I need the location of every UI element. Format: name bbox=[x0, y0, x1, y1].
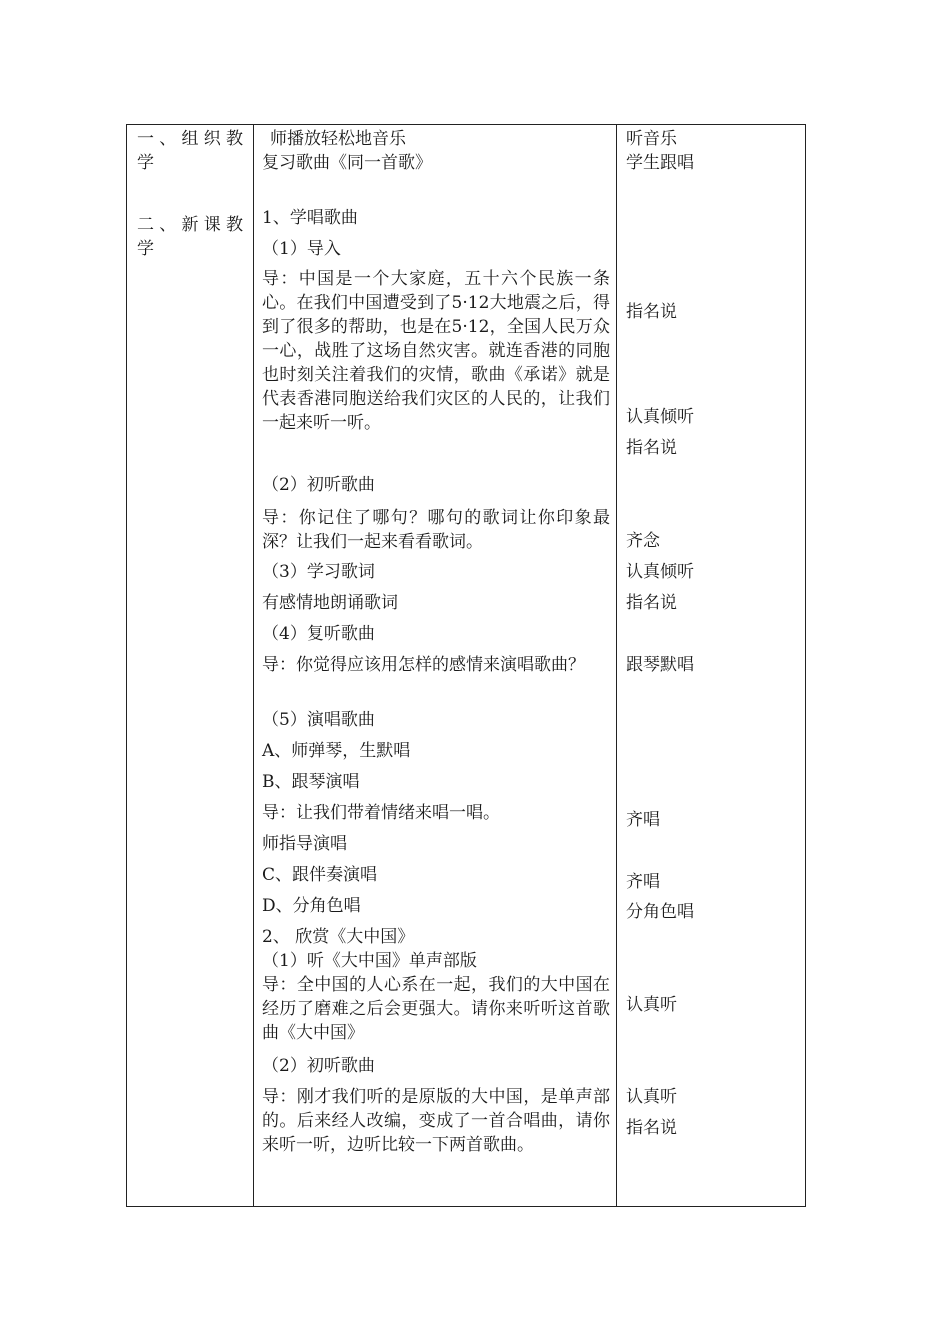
activity-item: 跟琴默唱 bbox=[626, 655, 694, 675]
stage-2-label: 二、新课教 bbox=[137, 215, 243, 235]
activity-item: 认真听 bbox=[626, 1087, 677, 1107]
content-paragraph: 导：你记住了哪句？哪句的歌词让你印象最深？让我们一起来看看歌词。 bbox=[262, 508, 610, 552]
content-line: 导：让我们带着情绪来唱一唱。 bbox=[262, 803, 500, 823]
content-subheading: （1）导入 bbox=[262, 239, 341, 259]
column-divider-1 bbox=[253, 125, 254, 1206]
activity-item: 指名说 bbox=[626, 1118, 677, 1138]
content-line: A、师弹琴，生默唱 bbox=[262, 741, 411, 761]
content-line: C、跟伴奏演唱 bbox=[262, 865, 378, 885]
content-subheading: （3）学习歌词 bbox=[262, 562, 375, 582]
content-subheading: （2）初听歌曲 bbox=[262, 1056, 375, 1076]
activity-item: 指名说 bbox=[626, 302, 677, 322]
content-line: B、跟琴演唱 bbox=[262, 772, 360, 792]
activity-item: 指名说 bbox=[626, 438, 677, 458]
content-heading: 2、 欣赏《大中国》 bbox=[262, 927, 415, 947]
content-paragraph: 导：刚才我们听的是原版的大中国，是单声部的。后来经人改编，变成了一首合唱曲，请你来听一听，边听比较一下两首歌曲。 bbox=[262, 1087, 610, 1155]
activity-item: 听音乐 bbox=[626, 129, 677, 149]
stage-1-label: 一、组织教 bbox=[137, 129, 243, 149]
stage-1-label-cont: 学 bbox=[137, 153, 154, 173]
column-divider-2 bbox=[616, 125, 617, 1206]
content-heading: 1、学唱歌曲 bbox=[262, 208, 358, 228]
content-paragraph: 导：你觉得应该用怎样的感情来演唱歌曲？ bbox=[262, 655, 585, 675]
activity-item: 认真听 bbox=[626, 995, 677, 1015]
activity-item: 齐唱 bbox=[626, 810, 660, 830]
content-paragraph: 导：全中国的人心系在一起，我们的大中国在经历了磨难之后会更强大。请你来听听这首歌曲《大中国》 bbox=[262, 975, 610, 1043]
content-line: 复习歌曲《同一首歌》 bbox=[262, 153, 432, 173]
stage-2-label-cont: 学 bbox=[137, 239, 154, 259]
content-line: D、分角色唱 bbox=[262, 896, 361, 916]
activity-item: 分角色唱 bbox=[626, 902, 694, 922]
activity-item: 齐念 bbox=[626, 531, 660, 551]
content-subheading: （1）听《大中国》单声部版 bbox=[262, 951, 477, 971]
activity-item: 认真倾听 bbox=[626, 562, 694, 582]
content-line: 师播放轻松地音乐 bbox=[270, 129, 406, 149]
activity-item: 学生跟唱 bbox=[626, 153, 694, 173]
activity-item: 齐唱 bbox=[626, 872, 660, 892]
activity-item: 认真倾听 bbox=[626, 407, 694, 427]
activity-item: 指名说 bbox=[626, 593, 677, 613]
content-paragraph: 导：中国是一个大家庭，五十六个民族一条心。在我们中国遭受到了5·12大地震之后，得到了很多的帮助，也是在5·12，全国人民万众一心，战胜了这场自然灾害。就连香港的同胞也时刻关注着我们的灾情，歌曲《承诺》就是代表香港同胞送给我们灾区的人民的，让我们一起来听一听。 bbox=[262, 269, 610, 433]
content-subheading: （5）演唱歌曲 bbox=[262, 710, 375, 730]
content-subheading: （2）初听歌曲 bbox=[262, 475, 375, 495]
content-line: 有感情地朗诵歌词 bbox=[262, 593, 398, 613]
content-line: 师指导演唱 bbox=[262, 834, 347, 854]
content-subheading: （4）复听歌曲 bbox=[262, 624, 375, 644]
